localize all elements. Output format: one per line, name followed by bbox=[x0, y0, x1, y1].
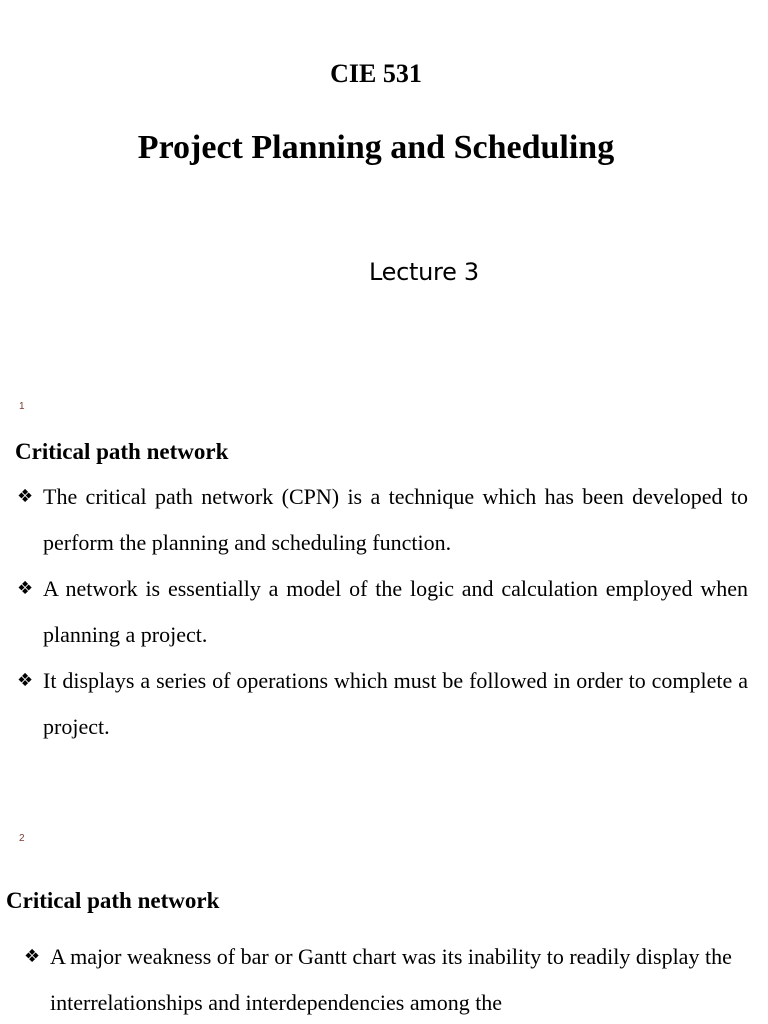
four-diamond-bullet-icon: ❖ bbox=[17, 670, 34, 691]
bullet-text: A network is essentially a model of the logic and calculation employed when planning a project. bbox=[43, 576, 748, 647]
bullet-item bbox=[17, 566, 748, 658]
lecture-label: Lecture 3 bbox=[369, 258, 479, 286]
bullet-text: It displays a series of operations which must be followed in order to complete a project. bbox=[43, 668, 748, 739]
bullet-item bbox=[17, 474, 748, 566]
four-diamond-bullet-icon: ❖ bbox=[17, 486, 34, 507]
bullet-item bbox=[17, 658, 748, 750]
section-heading: Critical path network bbox=[6, 888, 220, 913]
bullet-text: The critical path network (CPN) is a technique which has been developed to perform the planning and scheduling function. bbox=[43, 484, 748, 555]
four-diamond-bullet-icon: ❖ bbox=[24, 946, 41, 967]
section-heading: Critical path network bbox=[15, 439, 229, 464]
course-code: CIE 531 bbox=[330, 59, 422, 88]
bullet-item bbox=[24, 934, 740, 1024]
slide-number: 1 bbox=[19, 401, 25, 412]
bullet-text: A major weakness of bar or Gantt chart was its inability to readily display the interrelationships and interdependencies among the bbox=[50, 944, 732, 1015]
slide-number: 2 bbox=[19, 833, 25, 844]
course-title: Project Planning and Scheduling bbox=[137, 129, 615, 166]
bullet-list bbox=[17, 474, 748, 750]
four-diamond-bullet-icon: ❖ bbox=[17, 578, 34, 599]
bullet-list bbox=[24, 934, 740, 1024]
